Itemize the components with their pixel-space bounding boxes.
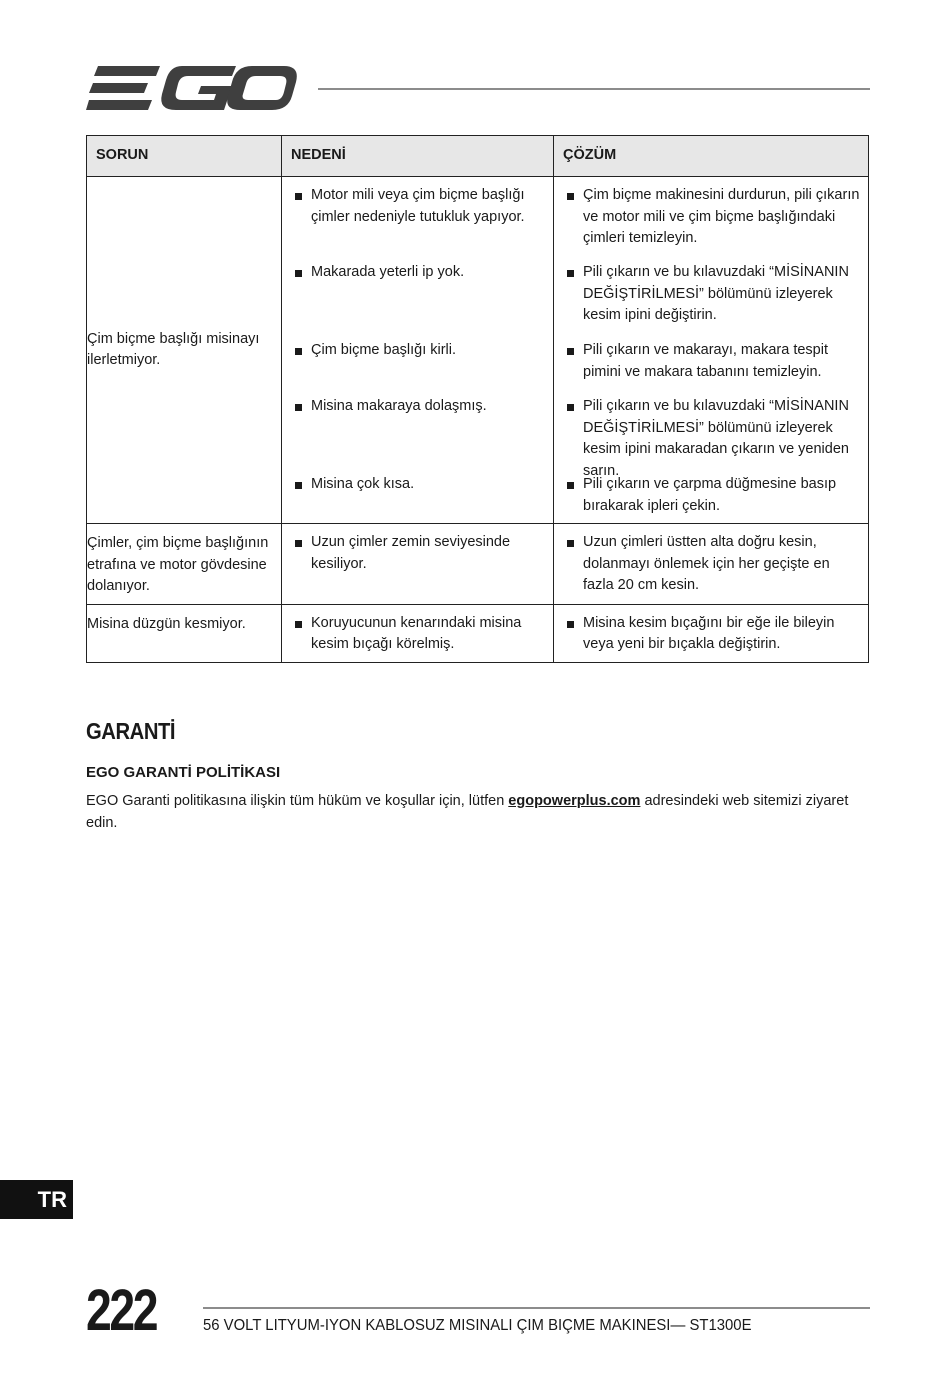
list-item: Makarada yeterli ip yok. [292,262,545,340]
column-header-solution: ÇÖZÜM [554,136,869,177]
cause-cell [282,177,554,524]
list-item: Pili çıkarın ve bu kılavuzdaki “MİSİNANIN DEĞİŞTİRİLMESİ” bölümünü izleyerek kesim ipini değiştirin. [564,262,860,340]
ego-logo [86,64,298,112]
list-item: Koruyucunun kenarındaki misina kesim bıçağı körelmiş. [292,613,545,656]
header-rule [318,88,870,90]
list-item: Misina çok kısa. [292,474,545,496]
language-tab: TR [0,1180,73,1219]
list-item: Pili çıkarın ve bu kılavuzdaki “MİSİNANIN DEĞİŞTİRİLMESİ” bölümünü izleyerek kesim ipini makaradan çıkarın ve yeniden sarın. [564,396,860,474]
cause-list [282,524,553,581]
cause-cell [282,524,554,605]
table-header-row [87,136,869,177]
list-item: Misina makaraya dolaşmış. [292,396,545,474]
warranty-heading: GARANTİ [86,718,176,744]
list-item: Uzun çimler zemin seviyesinde kesiliyor. [292,532,545,575]
website-link[interactable]: egopowerplus.com [508,793,641,809]
solution-list [554,605,868,662]
troubleshooting-table [86,135,869,663]
list-item: Motor mili veya çim biçme başlığı çimler nedeniyle tutukluk yapıyor. [292,185,545,262]
solution-cell [554,177,869,524]
warranty-subheading: EGO GARANTİ POLİTİKASI [86,764,281,781]
problem-cell: Çimler, çim biçme başlığının etrafına ve motor gövdesine dolanıyor. [87,524,282,605]
warranty-text-after: adresindeki web sitemizi ziyaret edin. [86,793,849,831]
cause-list [282,177,553,502]
column-header-problem: SORUN [87,136,282,177]
list-item: Pili çıkarın ve çarpma düğmesine basıp bırakarak ipleri çekin. [564,474,860,517]
table-row [87,177,869,524]
solution-list [554,177,868,523]
list-item: Çim biçme başlığı kirli. [292,340,545,396]
footer-product-line: 56 VOLT LITYUM-IYON KABLOSUZ MISINALI ÇIM BIÇME MAKINESI— ST1300E [203,1317,752,1334]
cause-cell [282,604,554,662]
warranty-text-before: EGO Garanti politikasına ilişkin tüm hüküm ve koşullar için, lütfen [86,793,509,809]
warranty-paragraph [86,790,866,834]
solution-cell [554,604,869,662]
cause-list [282,605,553,662]
list-item: Uzun çimleri üstten alta doğru kesin, dolanmayı önlemek için her geçişte en fazla 20 cm kesin. [564,532,860,597]
page-number: 222 [86,1278,157,1343]
list-item: Misina kesim bıçağını bir eğe ile bileyin veya yeni bir bıçakla değiştirin. [564,613,860,656]
solution-cell [554,524,869,605]
problem-cell: Misina düzgün kesmiyor. [87,604,282,662]
solution-list [554,524,868,603]
footer-rule [203,1307,870,1309]
list-item: Çim biçme makinesini durdurun, pili çıkarın ve motor mili ve çim biçme başlığındaki çimleri temizleyin. [564,185,860,262]
list-item: Pili çıkarın ve makarayı, makara tespit pimini ve makara tabanını temizleyin. [564,340,860,396]
column-header-cause: NEDENİ [282,136,554,177]
table-row [87,524,869,605]
table-row [87,604,869,662]
problem-cell: Çim biçme başlığı misinayı ilerletmiyor. [87,177,282,524]
